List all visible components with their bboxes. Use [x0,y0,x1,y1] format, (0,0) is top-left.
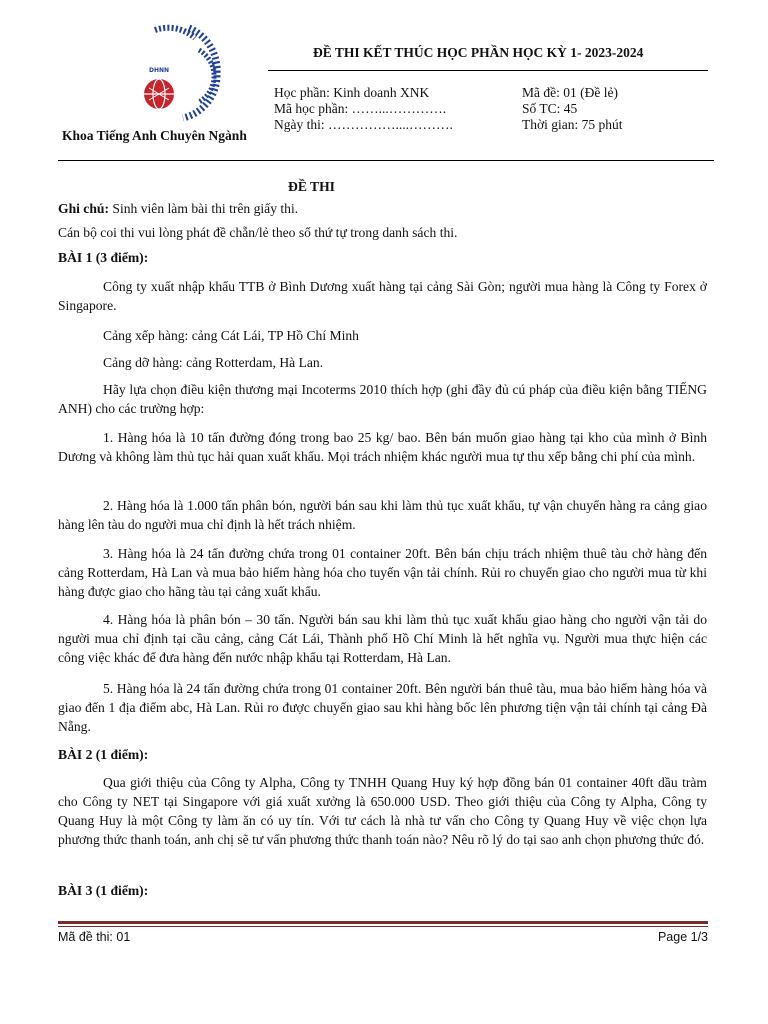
q2-text: Qua giới thiệu của Công ty Alpha, Công ty TNHH Quang Huy ký hợp đồng bán 01 container 40ft dầu tràm cho Công ty NET tại Singapore với giá xuất xưởng là 650.000 USD. Theo giới thiệu của Công ty Alpha, Công ty Quang Huy là một Công ty làm ăn có uy tín. Với tư cách là nhà tư vấn cho Công ty Quang Huy về việc chọn lựa phương thức thanh toán, anh chị sẽ tư vấn phương thức thanh toán nào? Nêu rõ lý do tại sao anh chọn phương thức đó. [58,775,707,847]
department-name: Khoa Tiếng Anh Chuyên Ngành [62,128,247,143]
university-logo [137,22,227,122]
footer-exam-code: Mã đề thi: 01 [58,930,131,944]
q1-case-5: 5. Hàng hóa là 24 tấn đường chứa trong 01 container 20ft. Bên người bán thuê tàu, mua bảo hiểm hàng hóa và giao đến 1 địa điểm abc, Hà Lan. Rủi ro được chuyển giao sau khi hàng bốc lên phương tiện vận tải chính tại cảng Đà Nẵng. [58,681,707,734]
q1-intro: Công ty xuất nhập khẩu TTB ở Bình Dương xuất hàng tại cảng Sài Gòn; người mua hàng là Công ty Forex ở Singapore. [58,279,707,313]
q1-case-4: 4. Hàng hóa là phân bón – 30 tấn. Người bán sau khi làm thủ tục xuất khẩu giao hàng cho người vận tải do người mua chỉ định tại cầu cảng, cảng Cát Lái, Thành phố Hồ Chí Minh là hết nghĩa vụ. Người mua thực hiện các công việc khác để đưa hàng đến nước nhập khẩu tại Rotterdam, Hà Lan. [58,612,707,665]
q1-title: BÀI 1 (3 điểm): [58,250,149,265]
exam-code: Mã đề: 01 (Đề lẻ) [522,85,618,100]
q1-case-2: 2. Hàng hóa là 1.000 tấn phân bón, người bán sau khi làm thủ tục xuất khẩu, tự vận chuyển hàng ra cảng giao hàng lên tàu do người mua chỉ định là hết trách nhiệm. [58,498,707,532]
exam-title: ĐỀ THI KẾT THÚC HỌC PHẦN HỌC KỲ 1- 2023-2024 [313,45,644,60]
footer-rule-thin [58,926,708,927]
footer-rule [58,921,708,924]
q1-case-1: 1. Hàng hóa là 10 tấn đường đóng trong bao 25 kg/ bao. Bên bán muốn giao hàng tại kho của mình ở Bình Dương và không làm thủ tục hải quan xuất khẩu. Mọi trách nhiệm khác người mua tự thu xếp bằng chi phí của mình. [58,430,707,464]
q1-request: Hãy lựa chọn điều kiện thương mại Incoterms 2010 thích hợp (ghi đầy đủ cú pháp của điều kiện bằng TIẾNG ANH) cho các trường hợp: [58,382,707,416]
duration: Thời gian: 75 phút [522,117,623,132]
exam-heading: ĐỀ THI [288,179,335,194]
q1-discharge-port: Cảng dỡ hàng: cảng Rotterdam, Hà Lan. [103,355,324,370]
header-separator [58,160,714,161]
logo-text: DHNN [148,67,170,74]
course-code: Mã học phần: ……...…………. [274,101,447,116]
exam-date: Ngày thi: ……………....………. [274,117,453,132]
q1-loading-port: Cảng xếp hàng: cảng Cát Lái, TP Hồ Chí Minh [103,328,359,343]
q3-title: BÀI 3 (1 điểm): [58,883,149,898]
q1-case-3: 3. Hàng hóa là 24 tấn đường chứa trong 01 container 20ft. Bên bán chịu trách nhiệm thuê tàu chở hàng đến cảng Rotterdam, Hà Lan và mua bảo hiểm hàng hóa cho tuyến vận tải chính. Rủi ro chuyển giao cho người mua từ khi hàng được giao cho hãng tàu tại cảng xuất khẩu. [58,546,707,599]
q2-title: BÀI 2 (1 điểm): [58,747,149,762]
footer-page-number: Page 1/3 [657,930,708,944]
note-label: Ghi chú: [58,201,109,216]
credits: Số TC: 45 [522,101,578,116]
header-rule [268,70,708,71]
note [58,199,707,218]
proctor-note: Cán bộ coi thi vui lòng phát đề chẵn/lẻ theo số thứ tự trong danh sách thi. [58,225,458,240]
note-text: Sinh viên làm bài thi trên giấy thi. [109,201,299,216]
course-name: Học phần: Kinh doanh XNK [274,85,430,100]
